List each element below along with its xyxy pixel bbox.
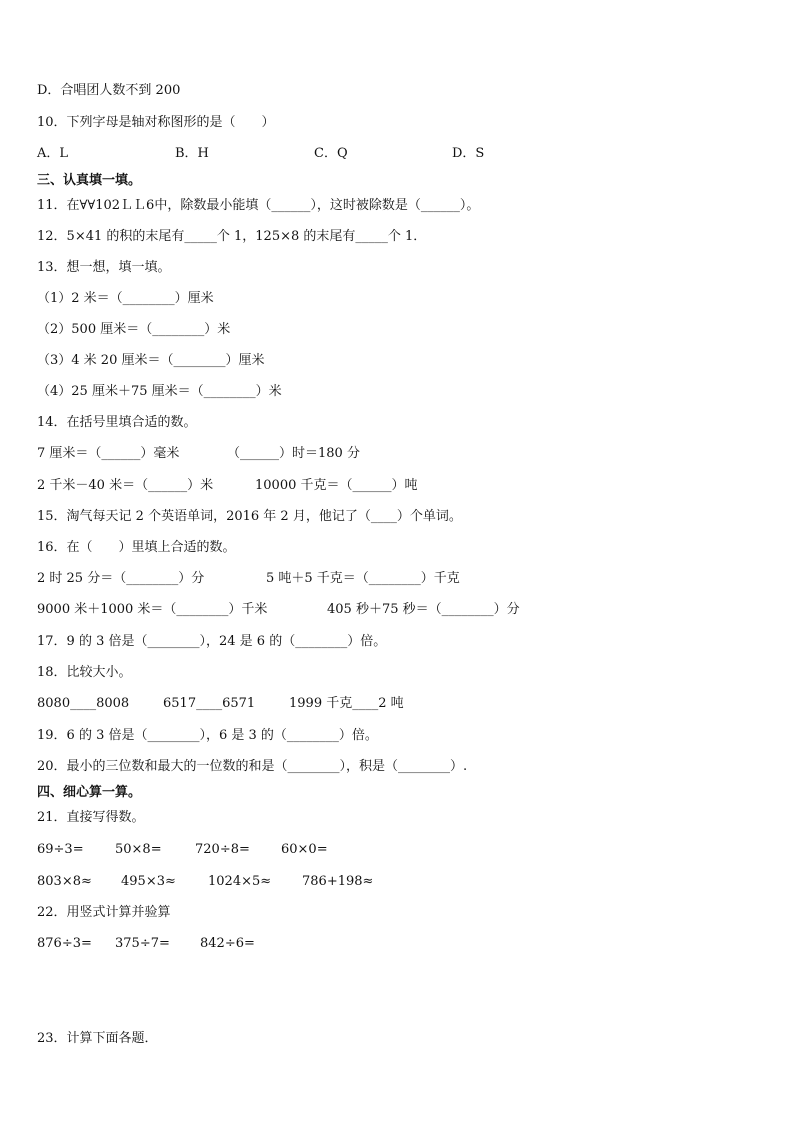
question-16: 16．在（ ）里填上合适的数。 [37, 540, 236, 555]
q14-item-3: 2 千米－40 米＝（______）米 [37, 478, 214, 493]
q16-item-2: 5 吨＋5 千克＝（________）千克 [266, 571, 460, 586]
q13-item-4: （4）25 厘米＋75 厘米＝（________）米 [37, 384, 282, 399]
q14-item-2: （______）时＝180 分 [227, 446, 360, 461]
q21-item-1: 69÷3= [37, 842, 84, 857]
q21-item-6: 495×3≈ [121, 874, 176, 889]
q10-option-b: B．H [175, 146, 209, 161]
q10-option-a: A．L [37, 146, 69, 161]
q21-item-5: 803×8≈ [37, 874, 92, 889]
q22-item-1: 876÷3= [37, 936, 92, 951]
question-12: 12．5×41 的积的末尾有_____个 1，125×8 的末尾有_____个 1． [37, 229, 427, 244]
q21-item-8: 786+198≈ [302, 874, 374, 889]
question-21: 21．直接写得数。 [37, 810, 145, 825]
q14-item-1: 7 厘米＝（______）毫米 [37, 446, 180, 461]
q16-item-3: 9000 米＋1000 米＝（________）千米 [37, 602, 268, 617]
q21-item-2: 50×8= [115, 842, 162, 857]
q13-item-1: （1）2 米＝（________）厘米 [37, 291, 214, 306]
q18-compare-3: 1999 千克____2 吨 [289, 696, 404, 711]
q18-compare-1: 8080____8008 [37, 696, 130, 711]
q21-item-7: 1024×5≈ [208, 874, 272, 889]
q21-item-4: 60×0= [281, 842, 328, 857]
q16-item-1: 2 时 25 分＝（________）分 [37, 571, 205, 586]
q10-option-c: C．Q [314, 146, 348, 161]
section-4-heading: 四、细心算一算。 [37, 785, 142, 800]
option-d-q9: D．合唱团人数不到 200 [37, 83, 181, 98]
q22-item-2: 375÷7= [115, 936, 170, 951]
question-15: 15．淘气每天记 2 个英语单词，2016 年 2 月，他记了（____）个单词。 [37, 509, 462, 524]
question-11: 11．在∀∀102ＬＬ6中，除数最小能填（______），这时被除数是（______）。 [37, 198, 480, 213]
q16-item-4: 405 秒＋75 秒＝（________）分 [327, 602, 520, 617]
question-20: 20．最小的三位数和最大的一位数的和是（________），积是（________）. [37, 759, 468, 774]
question-17: 17．9 的 3 倍是（________），24 是 6 的（________）倍。 [37, 634, 387, 649]
q14-item-4: 10000 千克＝（______）吨 [255, 478, 418, 493]
question-13: 13．想一想，填一填。 [37, 260, 171, 275]
q13-item-3: （3）4 米 20 厘米＝（________）厘米 [37, 353, 265, 368]
question-23: 23．计算下面各题． [37, 1031, 158, 1046]
q18-compare-2: 6517____6571 [163, 696, 256, 711]
q13-item-2: （2）500 厘米＝（________）米 [37, 322, 231, 337]
question-10: 10．下列字母是轴对称图形的是（ ） [37, 115, 275, 130]
question-18: 18．比较大小。 [37, 665, 132, 680]
q21-item-3: 720÷8= [195, 842, 250, 857]
q10-option-d: D．S [452, 146, 485, 161]
q22-item-3: 842÷6= [200, 936, 255, 951]
section-3-heading: 三、认真填一填。 [37, 173, 142, 188]
question-14: 14．在括号里填合适的数。 [37, 415, 197, 430]
question-19: 19．6 的 3 倍是（________），6 是 3 的（________）倍。 [37, 728, 378, 743]
question-22: 22．用竖式计算并验算 [37, 905, 171, 920]
